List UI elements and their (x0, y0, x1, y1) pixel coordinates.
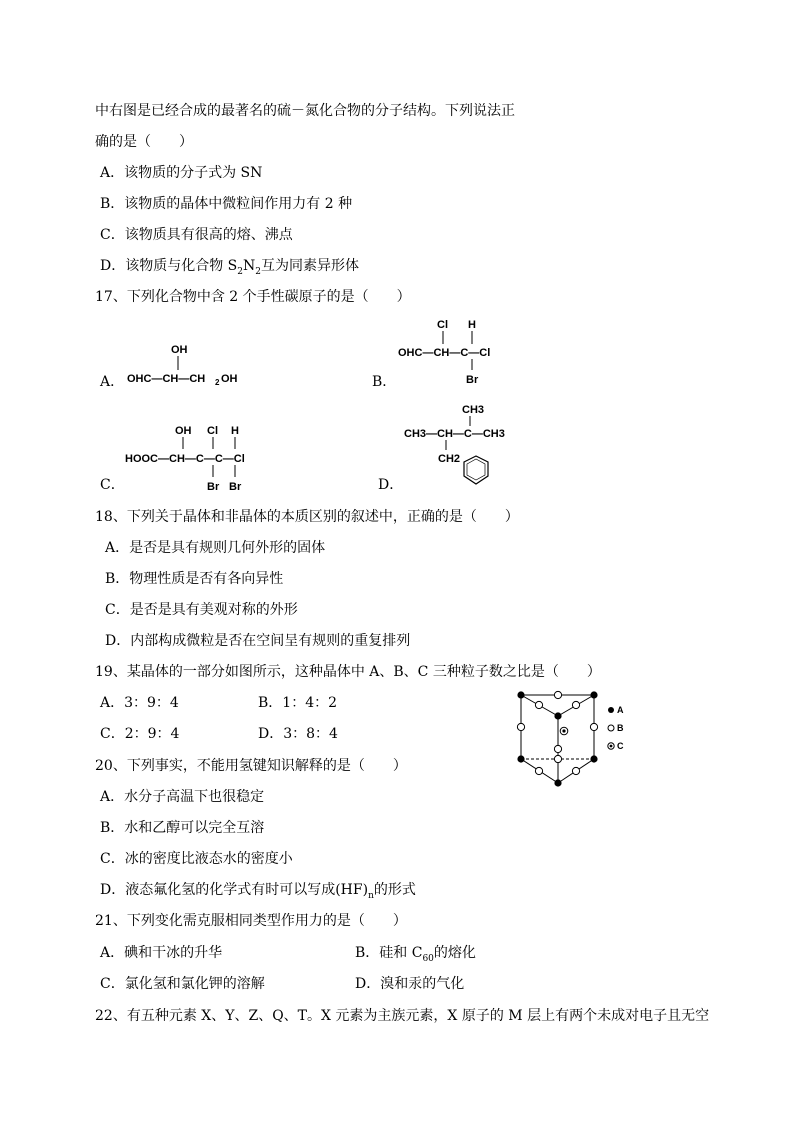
svg-text:CH2: CH2 (438, 453, 461, 465)
crystal-structure-diagram (510, 686, 635, 790)
q18-option-c: C．是否是具有美观对称的外形 (105, 602, 298, 618)
molecule-a-structure (125, 338, 255, 390)
svg-text:Cl: Cl (207, 425, 218, 437)
q18-option-d: D．内部构成微粒是否在空间呈有规则的重复排列 (105, 633, 411, 649)
q19-option-a: A．3：9：4 (100, 695, 179, 711)
q18-option-a: A．是否是具有规则几何外形的固体 (105, 540, 326, 556)
intro-line-2: 确的是（ ） (95, 134, 193, 150)
q18-option-b: B．物理性质是否有各向异性 (105, 571, 284, 587)
q19-option-c: C．2：9：4 (100, 726, 180, 742)
q19-option-d: D．3：8：4 (258, 726, 338, 742)
q17-label-c: C． (100, 477, 125, 493)
legend-b-icon (608, 725, 614, 731)
svg-text:OH: OH (221, 373, 238, 385)
molecule-d-structure (402, 400, 512, 496)
svg-text:CH3—CH—C—CH3: CH3—CH—C—CH3 (404, 428, 505, 440)
intro-option-c: C．该物质具有很高的熔、沸点 (100, 227, 293, 243)
svg-text:Br: Br (229, 481, 242, 493)
intro-option-a: A．该物质的分子式为 SN (100, 165, 263, 181)
q21-option-d: D．溴和汞的气化 (355, 976, 465, 992)
q20-option-a: A．水分子高温下也很稳定 (100, 789, 265, 805)
q17-label-a: A． (100, 374, 125, 390)
svg-text:H: H (468, 319, 476, 331)
svg-text:2: 2 (215, 378, 220, 387)
intro-option-d: D．该物质与化合物 $S_2N_2$互为同素异形体 (100, 258, 359, 277)
q20-option-c: C．冰的密度比液态水的密度小 (100, 851, 293, 867)
q20-option-d: D．液态氟化氢的化学式有时可以写成$(HF)_n$的形式 (100, 882, 416, 901)
svg-text:H: H (231, 425, 239, 437)
intro-option-b: B．该物质的晶体中微粒间作用力有 2 种 (100, 196, 353, 212)
svg-text:HOOC—CH—C—C—Cl: HOOC—CH—C—C—Cl (125, 453, 245, 465)
q22-stem: 22、有五种元素 X、Y、Z、Q、T。X 元素为主族元素，X 原子的 M 层上有两个未成对电子且无空 (95, 1008, 710, 1024)
svg-text:Br: Br (207, 481, 220, 493)
svg-text:OHC—CH—CH: OHC—CH—CH (127, 373, 206, 385)
svg-text:C: C (617, 741, 624, 751)
q18-stem: 18、下列关于晶体和非晶体的本质区别的叙述中，正确的是（ ） (95, 509, 519, 525)
molecule-c-structure (125, 420, 275, 494)
svg-text:B: B (617, 723, 624, 733)
q21-option-c: C．氯化氢和氯化钾的溶解 (100, 976, 265, 992)
q20-stem: 20、下列事实，不能用氢键知识解释的是（ ） (95, 758, 407, 774)
q21-stem: 21、下列变化需克服相同类型作用力的是（ ） (95, 913, 407, 929)
legend-a-icon (608, 707, 614, 713)
q21-option-b: B．硅和 $C_{60}$的熔化 (355, 945, 476, 964)
q17-label-b: B． (372, 374, 397, 390)
q21-option-a: A．碘和干冰的升华 (100, 945, 223, 961)
svg-text:A: A (617, 705, 624, 715)
svg-text:OH: OH (171, 344, 188, 356)
svg-text:Br: Br (466, 374, 479, 386)
svg-text:CH3: CH3 (462, 404, 485, 416)
svg-text:Cl: Cl (437, 319, 448, 331)
svg-text:OH: OH (175, 425, 192, 437)
molecule-b-structure (396, 316, 516, 388)
svg-text:OHC—CH—C—Cl: OHC—CH—C—Cl (398, 347, 491, 359)
q19-stem: 19、某晶体的一部分如图所示，这种晶体中 A、B、C 三种粒子数之比是（ ） (95, 664, 601, 680)
q17-label-d: D． (378, 477, 404, 493)
q17-stem: 17、下列化合物中含 2 个手性碳原子的是（ ） (95, 289, 411, 305)
intro-line-1: 中右图是已经合成的最著名的硫－氮化合物的分子结构。下列说法正 (95, 103, 515, 119)
q20-option-b: B．水和乙醇可以完全互溶 (100, 820, 265, 836)
q19-option-b: B．1：4：2 (258, 695, 338, 711)
